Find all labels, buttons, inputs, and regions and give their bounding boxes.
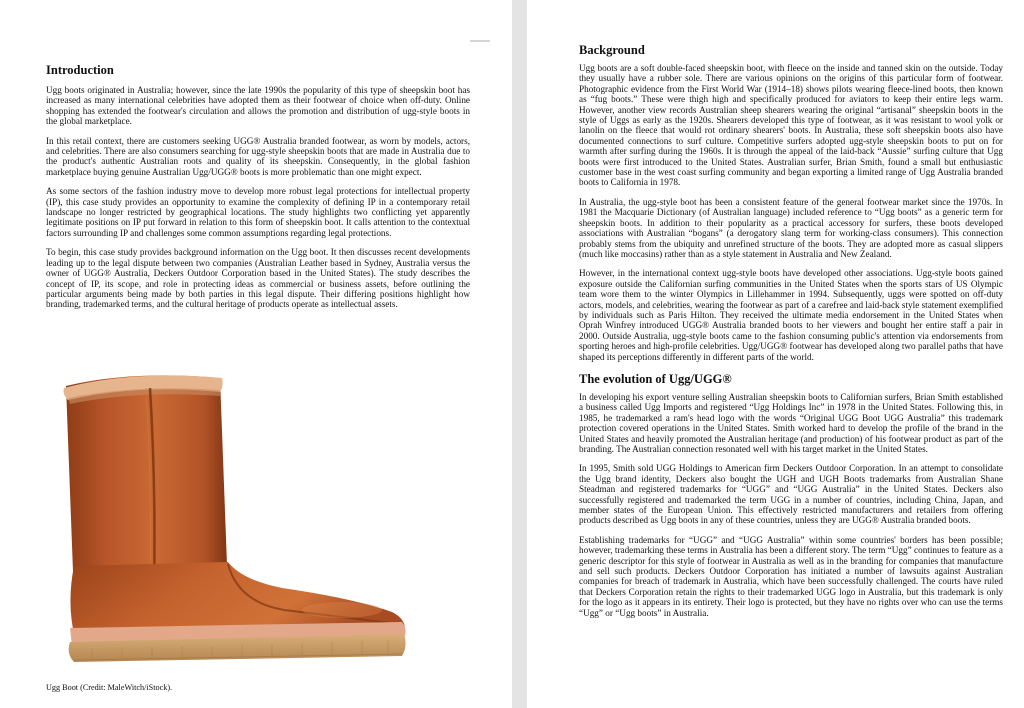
ugg-boot-photo: [52, 366, 412, 668]
background-paragraph-1: Ugg boots are a soft double-faced sheepskin boot, with fleece on the inside and tanned skin on the outside. Today they usually have a rubber sole. There are various opinions on the origins of this particular form of footwear. Photographic evidence from the First World War (1914–18) shows pilots wearing fleece-lined boots, then known as “fug boots.” These were thigh high and specifically produced for aviators to keep their entire legs warm. However, another view records Australian sheep shearers wearing the original “artisanal” sheepskin boots in the style of Uggs as early as the 1920s. Shearers developed this type of footwear, as it was resistant to wool yolk or lanolin on the fleece that would rot ordinary shearers' boots. In Australia, these soft sheepskin boots also have documented connections to surf culture. Competitive surfers adopted ugg-style sheepskin boots to put on for warmth after surfing during the 1960s. It is through the appeal of the laid-back “Aussie” surfing culture that Ugg boots were first introduced to the United States. Australian surfer, Brian Smith, found a small but enthusiastic customer base in the west coast surfing community and began exporting a limited range of Ugg Australia branded boots to California in 1978.: [579, 63, 1003, 188]
evolution-paragraph-3: Establishing trademarks for “UGG” and “UGG Australia” within some countries' borders has been possible; however, trademarking these terms in Australia has been a different story. The term “Ugg” continues to feature as a generic descriptor for this style of footwear in Australia as well as in the branding for companies that manufacture and sell such products. Deckers Outdoor Corporation has initiated a number of lawsuits against Australian companies for breach of trademark in Australia, which have been successfully challenged. The courts have ruled that Deckers Corporation retain the rights to their trademarked UGG logo in Australia, but this trademark is only for the logo as it appears in its entirety. Their logo is protected, but they have no rights over who can use the terms “Ugg” or “Ugg boots” in Australia.: [579, 534, 1003, 618]
background-paragraph-3: However, in the international context ugg-style boots have developed other associations. Ugg-style boots gained exposure outside the Californian surfing communities in the United States when the sports stars of US Olympic team wore them to the winter Olympics in Lillehammer in 1994. Subsequently, uggs were spotted on off-duty actors, models, and celebrities, wearing the footwear as part of a carefree and laid-back style statement exemplified by individuals such as Paris Hilton. They received the ultimate media endorsement in the United States when Oprah Winfrey introduced UGG® Australia branded boots to her viewers and bought her entire staff a pair in 2000. Outside Australia, ugg-style boots came to the fashion consuming public's attention via endorsements from sporting heroes and high-profile celebrities. Ugg/UGG® footwear has developed along two parallel paths that have shaped its perceptions differently in different parts of the world.: [579, 268, 1003, 362]
intro-paragraph-3: As some sectors of the fashion industry move to develop more robust legal protections for intellectual property (IP), this case study provides an opportunity to examine the complexity of defining IP in a contemporary retail landscape no longer restricted by geographical locations. The study highlights two conflicting yet apparently legitimate positions on IP put forward in relation to this form of sheepskin boot. It calls attention to the contextual factors surrounding IP and challenges some common assumptions regarding legal protections.: [46, 186, 470, 238]
right-page: [527, 0, 1024, 708]
evolution-paragraph-1: In developing his export venture selling Australian sheepskin boots to Californian surfers, Brian Smith established a business called Ugg Imports and registered “Ugg Holdings Inc” in 1978 in the United States. Following this, in 1985, he trademarked a ram's head logo with the words “Original UGG Boot UGG Australia” this trademark protection covered operations in the United States. Smith worked hard to develop the profile of the brand in the United States and heavily promoted the Australian heritage (and production) of his footwear product as part of the branding. The Australian connection resonated well with his target market in the United States.: [579, 391, 1003, 454]
intro-paragraph-1: Ugg boots originated in Australia; however, since the late 1990s the popularity of this type of sheepskin boot has increased as many international celebrities have adopted them as their footwear of choice when off-duty. Online shopping has extended the footwear's circulation and allows the promotion and distribution of ugg-style boots in the global marketplace.: [46, 85, 470, 127]
background-heading: Background: [579, 43, 645, 57]
intro-paragraph-4: To begin, this case study provides background information on the Ugg boot. It then discusses recent developments leading up to the legal dispute between two companies (Australian Leather based in Sydney, Australia versus the owner of UGG® Australia, Deckers Outdoor Corporation based in the United States). The study describes the concept of IP, its scope, and role in protecting ideas as commercial or business assets, before outlining the particular arguments being made by both parties in this legal dispute. Their differing positions highlight how branding, trademarked terms, and the cultural heritage of products operate as intellectual assets.: [46, 247, 470, 310]
page-gutter: [512, 0, 527, 708]
ugg-boot-illustration-icon: [52, 366, 412, 668]
photo-caption: Ugg Boot (Credit: MaleWitch/iStock).: [46, 683, 173, 692]
background-paragraph-2: In Australia, the ugg-style boot has been a consistent feature of the general footwear market since the 1970s. In 1981 the Macquarie Dictionary (of Australian language) included reference to “Ugg boots” as a generic term for sheepskin boots. In addition to their popularity as a practical accessory for surfers, these boots developed associations with Australian “bogans” (a derogatory slang term for working-class consumers). This connection probably stems from the ubiquity and unrefined structure of the boots. They are adopted more as casual slippers (much like moccasins) rather than as a style statement in Australia and New Zealand.: [579, 196, 1003, 259]
evolution-heading: The evolution of Ugg/UGG®: [579, 371, 732, 386]
right-column: [579, 42, 1003, 627]
introduction-heading: Introduction: [46, 63, 114, 77]
intro-paragraph-2: In this retail context, there are customers seeking UGG® Australia branded footwear, as worn by models, actors, and celebrities. There are also consumers searching for ugg-style sheepskin boots that are made in Australia due to the product's authentic Australian roots and quality of its sheepskin. Consequently, in the global fashion marketplace buying genuine Australian Ugg/UGG® boots is more problematic than one might expect.: [46, 135, 470, 177]
left-column: [46, 62, 470, 319]
evolution-paragraph-2: In 1995, Smith sold UGG Holdings to American firm Deckers Outdoor Corporation. In an attempt to consolidate the Ugg brand identity, Deckers also bought the UGH and UGH Boots trademarks from Australian Shane Steadman and registered trademarks for “UGG” and “UGG Australia” in the United States. Deckers also successfully registered and trademarked the term UGG in a number of countries, including China, Japan, and member states of the European Union. This effectively restricted manufacturers and retailers from offering products described as Ugg boots in any of these countries, unless they are UGG® Australia branded boots.: [579, 463, 1003, 526]
